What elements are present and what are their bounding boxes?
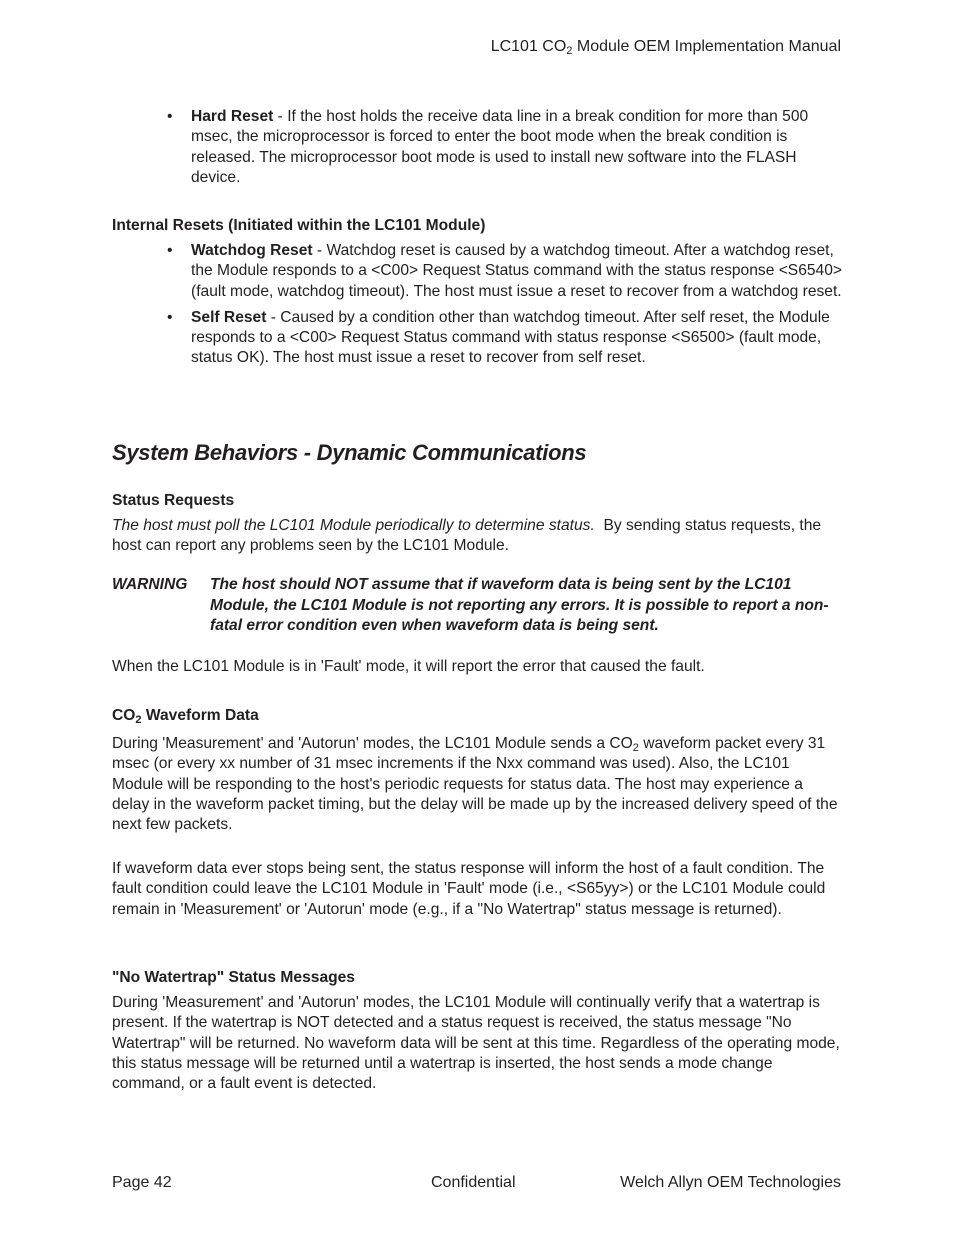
status-requests-italic: The host must poll the LC101 Module periodically to determine status. [112,517,595,534]
internal-resets-heading: Internal Resets (Initiated within the LC101 Module) [112,217,486,234]
header-subscript: 2 [566,45,573,57]
status-requests-paragraph [112,516,842,557]
waveform-heading [112,706,259,726]
self-reset-text: - Caused by a condition other than watchdog timeout. After self reset, the Module responds to a <C00> Request Status command with status response <S6500> (fault mode, status OK). The host must issue a reset to recover from self reset. [191,308,830,367]
waveform-heading-rest: Waveform Data [141,707,259,724]
waveform-p1-text: During 'Measurement' and 'Autorun' modes, the LC101 Module sends a CO [112,735,633,752]
status-requests-text: By sending status requests, the host can report any problems seen by the LC101 Module. [112,517,826,555]
watertrap-paragraph: During 'Measurement' and 'Autorun' modes, the LC101 Module will continually verify that a watertrap is present. If the watertrap is NOT detected and a status request is received, the status message "No Watertrap" will be returned. No waveform data will be sent at this time. Regardless of the operating mode, this status message will be returned until a watertrap is inserted, the host sends a mode change command, or a fault event is detected. [112,994,840,1093]
watchdog-reset-label: Watchdog Reset [191,242,313,259]
footer-company: Welch Allyn OEM Technologies [620,1174,841,1191]
section-title: System Behaviors - Dynamic Communications [112,440,587,465]
bullet-icon: • [167,108,173,125]
warning-label: WARNING [112,576,188,593]
list-item [165,308,843,369]
header-title-rest: Module OEM Implementation Manual [572,38,841,55]
hard-reset-list [165,107,843,188]
bullet-icon: • [167,308,173,326]
hard-reset-label: Hard Reset [191,108,274,125]
waveform-p1-subscript: 2 [632,742,639,754]
watertrap-heading: "No Watertrap" Status Messages [112,969,355,986]
list-item [165,241,843,302]
waveform-paragraph-1 [112,734,842,835]
bullet-icon: • [167,242,173,259]
warning-note [112,575,847,637]
list-item [165,107,843,188]
hard-reset-text: - If the host holds the receive data line in a break condition for more than 500 msec, the microprocessor is forced to enter the boot mode when the break condition is released. The microprocessor boot mode is used to install new software into the FLASH device. [191,108,809,186]
fault-paragraph: When the LC101 Module is in 'Fault' mode, it will report the error that caused the fault. [112,658,705,675]
status-requests-heading: Status Requests [112,492,235,509]
waveform-heading-subscript: 2 [135,714,142,726]
waveform-heading-text: CO [112,707,136,724]
internal-resets-list [165,241,843,369]
warning-text: The host should NOT assume that if waveform data is being sent by the LC101 Module, the LC101 Module is not reporting any errors. It is possible to report a non-fatal error condition even when waveform data is being sent. [210,576,829,634]
waveform-p1-rest: waveform packet every 31 msec (or every xx number of 31 msec increments if the Nxx command was used). Also, the LC101 Module will be responding to the host's periodic requests for status data. The host may experience a delay in the waveform packet timing, but the delay will be made up by the increased delivery speed of the next few packets. [112,735,838,834]
footer-page-number: Page 42 [112,1174,172,1191]
running-header [491,37,841,57]
header-title: LC101 CO [490,38,567,55]
self-reset-label: Self Reset [191,308,267,326]
watchdog-reset-text: - Watchdog reset is caused by a watchdog timeout. After a watchdog reset, the Module responds to a <C00> Request Status command with the status response <S6540> (fault mode, watchdog timeout). The host must issue a reset to recover from a watchdog reset. [191,242,843,300]
footer-confidential: Confidential [431,1174,516,1191]
waveform-paragraph-2: If waveform data ever stops being sent, the status response will inform the host of a fault condition. The fault condition could leave the LC101 Module in 'Fault' mode (i.e., <S65yy>) or the LC101 Module could remain in 'Measurement' or 'Autorun' mode (e.g., if a "No Watertrap" status message is returned). [112,860,826,918]
